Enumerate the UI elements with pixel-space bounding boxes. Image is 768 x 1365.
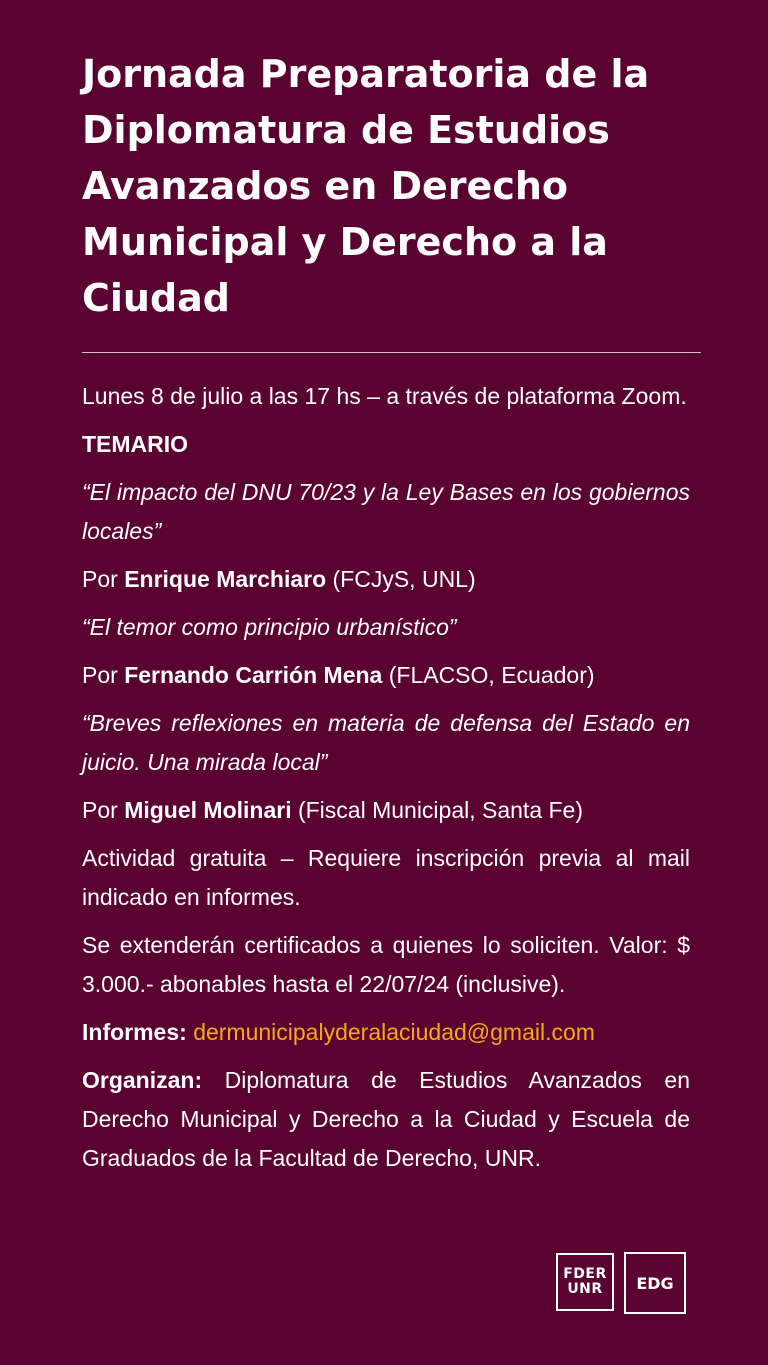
talk-1-speaker-line [82,560,690,599]
talk-2-affiliation: (FLACSO, Ecuador) [382,662,595,688]
talk-2-speaker: Fernando Carrión Mena [124,662,383,688]
organizan-text: Diplomatura de Estudios Avanzados en Derecho Municipal y Derecho a la Ciudad y Escuela de Graduados de la Facultad de Derecho, UNR. [82,1067,690,1171]
organizan-label: Organizan: [82,1067,203,1093]
event-title: Jornada Preparatoria de la Diplomatura de Estudios Avanzados en Derecho Municipal y Derecho a la Ciudad [82,52,650,320]
talk-1-by: Por [82,566,125,592]
temario-heading: TEMARIO [82,431,189,457]
talk-3-by: Por [82,797,125,823]
informes-label: Informes: [82,1019,187,1045]
free-activity-note: Actividad gratuita – Requiere inscripción previa al mail indicado en informes. [82,845,690,910]
fder-logo-line-2: UNR [567,1281,603,1297]
informes-line [82,1013,690,1052]
talk-3-affiliation: (Fiscal Municipal, Santa Fe) [291,797,584,823]
talk-2-speaker-line [82,656,690,695]
informes-email[interactable]: dermunicipalyderalaciudad@gmail.com [193,1019,595,1045]
title-divider [82,352,701,353]
talk-1-title: “El impacto del DNU 70/23 y la Ley Bases en los gobiernos locales” [82,479,690,544]
talk-2-by: Por [82,662,125,688]
logos [556,1253,686,1314]
edg-logo-text: EDG [636,1273,674,1293]
date-line: Lunes 8 de julio a las 17 hs – a través de plataforma Zoom. [82,383,687,409]
talk-2-title: “El temor como principio urbanístico” [82,614,457,640]
fder-unr-logo [556,1253,614,1311]
talk-3-title: “Breves reflexiones en materia de defensa del Estado en juicio. Una mirada local” [82,710,690,775]
talk-1-speaker: Enrique Marchiaro [124,566,327,592]
edg-logo [624,1252,686,1314]
talk-1-affiliation: (FCJyS, UNL) [326,566,476,592]
talk-3-speaker-line [82,791,690,830]
certificates-note: Se extenderán certificados a quienes lo soliciten. Valor: $ 3.000.- abonables hasta el 22/07/24 (inclusive). [82,932,690,997]
organizan-line [82,1061,690,1178]
flyer [82,44,690,1187]
fder-logo-line-1: FDER [563,1266,607,1282]
talk-3-speaker: Miguel Molinari [124,797,292,823]
